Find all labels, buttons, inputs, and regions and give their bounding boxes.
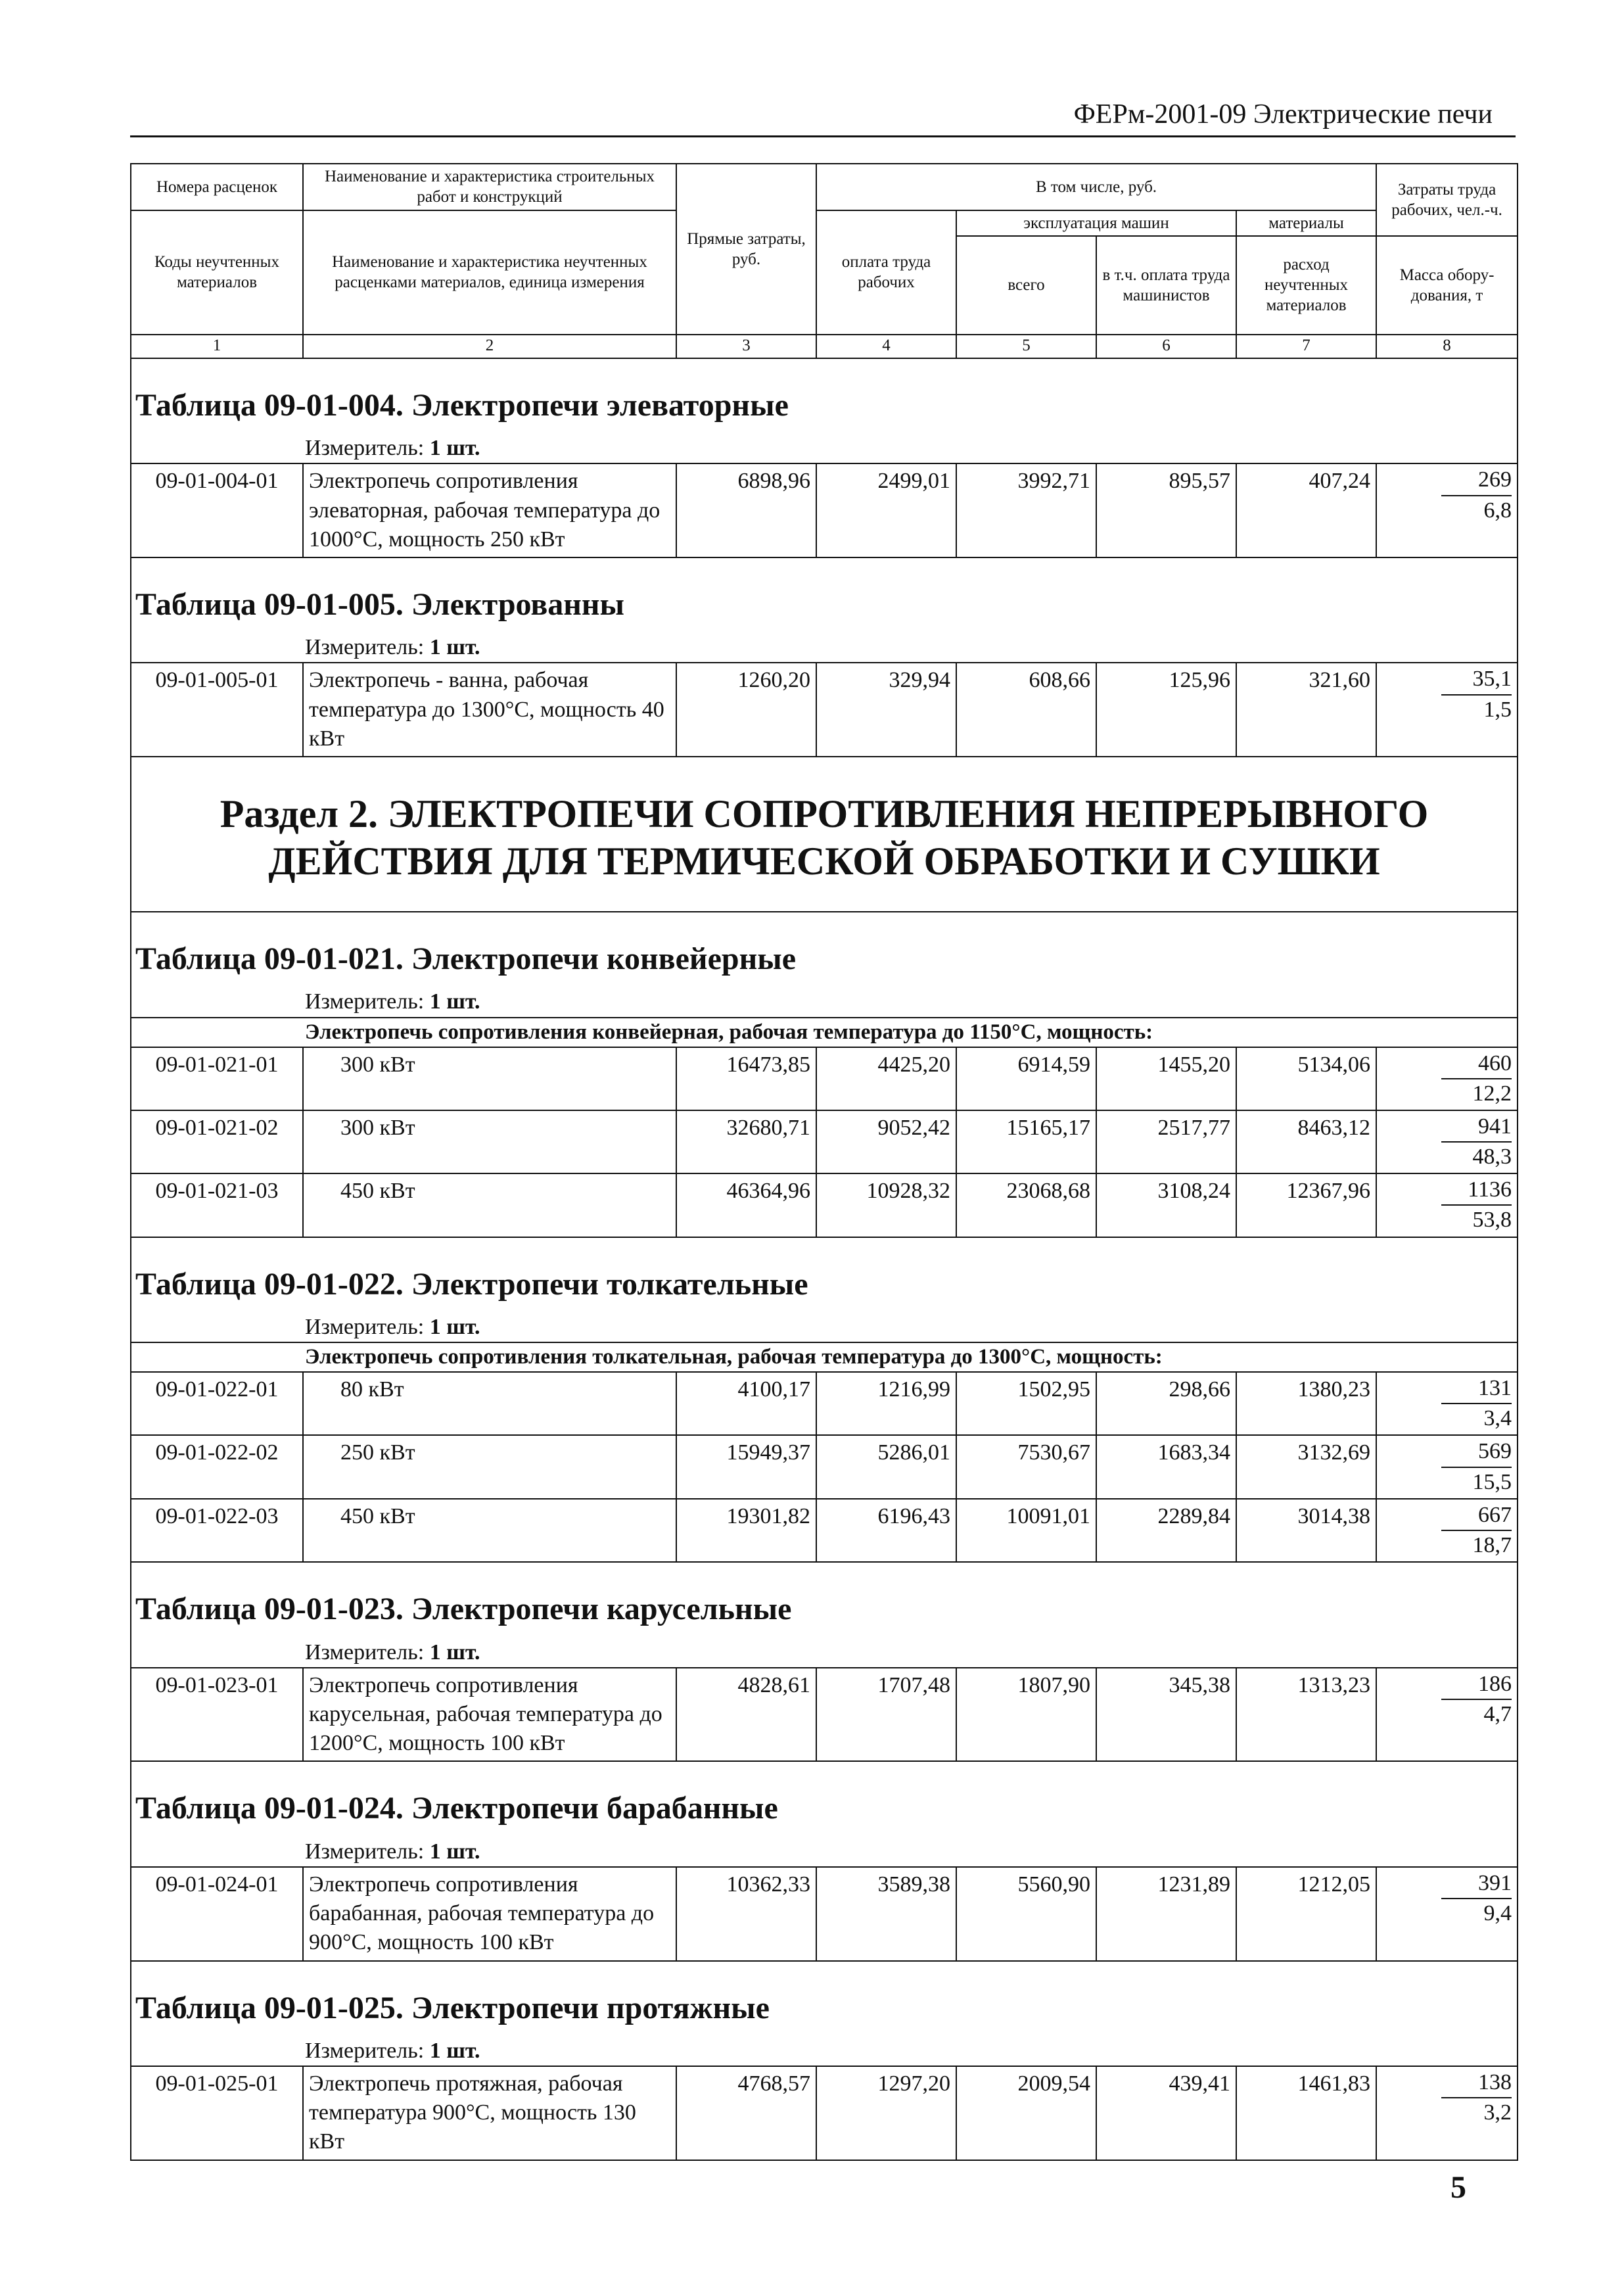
measure-line: [131, 983, 1518, 1017]
table-title: Таблица 09-01-024. Электропечи барабанные: [131, 1761, 1518, 1833]
rates-table: [130, 163, 1518, 2161]
labor-hours: 269: [1441, 465, 1512, 496]
cost-materials: 1380,23: [1236, 1372, 1376, 1435]
cost-direct: 6898,96: [676, 463, 816, 557]
section-heading: Раздел 2. ЭЛЕКТРОПЕЧИ СОПРОТИВЛЕНИЯ НЕПРЕРЫВНОГО ДЕЙСТВИЯ ДЛЯ ТЕРМИЧЕСКОЙ ОБРАБОТКИ И СУШКИ: [131, 757, 1518, 912]
col-number: 1: [131, 335, 303, 358]
equipment-mass: 6,8: [1483, 498, 1512, 523]
measure-label: Измеритель:: [305, 989, 425, 1014]
col6-header: в т.ч. оплата труда машинистов: [1096, 236, 1236, 335]
col-number: 6: [1096, 335, 1236, 358]
cost-direct: 4828,61: [676, 1668, 816, 1762]
equipment-mass: 9,4: [1483, 1901, 1512, 1926]
cost-direct: 19301,82: [676, 1499, 816, 1562]
col-number: 4: [816, 335, 956, 358]
rate-code: 09-01-021-02: [131, 1110, 303, 1173]
cost-direct: 15949,37: [676, 1435, 816, 1498]
table-title: Таблица 09-01-022. Электропечи толкательные: [131, 1237, 1518, 1309]
work-name: Электропечь сопротивления карусельная, рабочая температура до 1200°С, мощность 100 кВт: [303, 1668, 676, 1762]
cost-materials: 1212,05: [1236, 1867, 1376, 1961]
work-name: 450 кВт: [303, 1173, 676, 1237]
materials-header: материалы: [1236, 210, 1376, 236]
labor-hours: 569: [1441, 1437, 1512, 1467]
labor-hours: 35,1: [1441, 665, 1512, 695]
col-number: 7: [1236, 335, 1376, 358]
cost-materials: 5134,06: [1236, 1047, 1376, 1110]
work-name: Электропечь сопротивления элеваторная, рабочая температура до 1000°С, мощность 250 кВт: [303, 463, 676, 557]
col-number: 5: [956, 335, 1096, 358]
rate-code: 09-01-022-02: [131, 1435, 303, 1498]
table-row: [131, 1867, 1518, 1961]
table-row: [131, 1173, 1518, 1237]
cost-materials: 407,24: [1236, 463, 1376, 557]
table-row: [131, 1499, 1518, 1562]
measure-value: 1 шт.: [429, 1315, 480, 1340]
labor-and-mass: [1376, 2066, 1518, 2160]
cost-labor: 9052,42: [816, 1110, 956, 1173]
cost-labor: 6196,43: [816, 1499, 956, 1562]
group-header: В том числе, руб.: [816, 164, 1376, 210]
cost-mach-labor: 345,38: [1096, 1668, 1236, 1762]
cost-direct: 16473,85: [676, 1047, 816, 1110]
work-name: Электропечь протяжная, рабочая температура 900°С, мощность 130 кВт: [303, 2066, 676, 2160]
rate-code: 09-01-005-01: [131, 663, 303, 757]
cost-labor: 4425,20: [816, 1047, 956, 1110]
col8-top-header: Затраты труда рабочих, чел.-ч.: [1376, 164, 1518, 236]
cost-labor: 10928,32: [816, 1173, 956, 1237]
labor-hours: 391: [1441, 1869, 1512, 1899]
equipment-mass: 1,5: [1483, 697, 1512, 722]
table-row: [131, 1668, 1518, 1762]
rate-code: 09-01-025-01: [131, 2066, 303, 2160]
cost-mach-labor: 3108,24: [1096, 1173, 1236, 1237]
cost-materials: 1461,83: [1236, 2066, 1376, 2160]
table-subheading: Электропечь сопротивления толкательная, рабочая температура до 1300°С, мощность:: [131, 1342, 1518, 1372]
work-name: Электропечь - ванна, рабочая температура до 1300°С, мощность 40 кВт: [303, 663, 676, 757]
equipment-mass: 53,8: [1472, 1208, 1512, 1233]
page-number: 5: [1450, 2170, 1466, 2205]
labor-hours: 1136: [1441, 1175, 1512, 1206]
cost-mach-total: 15165,17: [956, 1110, 1096, 1173]
work-name: 250 кВт: [303, 1435, 676, 1498]
cost-mach-labor: 895,57: [1096, 463, 1236, 557]
work-name: 80 кВт: [303, 1372, 676, 1435]
measure-label: Измеритель:: [305, 436, 425, 461]
cost-materials: 3132,69: [1236, 1435, 1376, 1498]
cost-direct: 1260,20: [676, 663, 816, 757]
equipment-mass: 18,7: [1472, 1533, 1512, 1558]
table-row: [131, 2066, 1518, 2160]
cost-mach-total: 7530,67: [956, 1435, 1096, 1498]
col5-header: всего: [956, 236, 1096, 335]
measure-line: [131, 1833, 1518, 1867]
cost-mach-labor: 125,96: [1096, 663, 1236, 757]
cost-mach-total: 3992,71: [956, 463, 1096, 557]
rate-code: 09-01-024-01: [131, 1867, 303, 1961]
work-name: 300 кВт: [303, 1047, 676, 1110]
labor-and-mass: [1376, 1668, 1518, 1762]
work-name: Электропечь сопротивления барабанная, рабочая температура до 900°С, мощность 100 кВт: [303, 1867, 676, 1961]
cost-direct: 4768,57: [676, 2066, 816, 2160]
cost-mach-total: 6914,59: [956, 1047, 1096, 1110]
work-name: 450 кВт: [303, 1499, 676, 1562]
rate-code: 09-01-022-03: [131, 1499, 303, 1562]
cost-mach-labor: 1231,89: [1096, 1867, 1236, 1961]
labor-and-mass: [1376, 663, 1518, 757]
measure-line: [131, 2033, 1518, 2066]
cost-labor: 1216,99: [816, 1372, 956, 1435]
labor-hours: 941: [1441, 1112, 1512, 1143]
labor-hours: 138: [1441, 2068, 1512, 2098]
measure-label: Измеритель:: [305, 635, 425, 660]
cost-labor: 2499,01: [816, 463, 956, 557]
cost-labor: 329,94: [816, 663, 956, 757]
col8-bottom-header: Масса обору-дования, т: [1376, 236, 1518, 335]
cost-direct: 32680,71: [676, 1110, 816, 1173]
labor-hours: 131: [1441, 1374, 1512, 1404]
cost-mach-labor: 439,41: [1096, 2066, 1236, 2160]
cost-mach-total: 1807,90: [956, 1668, 1096, 1762]
measure-line: [131, 1634, 1518, 1668]
col1-top-header: Номера расценок: [131, 164, 303, 210]
measure-value: 1 шт.: [429, 635, 480, 660]
cost-materials: 1313,23: [1236, 1668, 1376, 1762]
table-row: [131, 1047, 1518, 1110]
cost-mach-labor: 298,66: [1096, 1372, 1236, 1435]
cost-mach-total: 10091,01: [956, 1499, 1096, 1562]
cost-mach-total: 2009,54: [956, 2066, 1096, 2160]
table-row: [131, 1435, 1518, 1498]
table-title: Таблица 09-01-023. Электропечи карусельные: [131, 1562, 1518, 1634]
labor-and-mass: [1376, 1867, 1518, 1961]
labor-and-mass: [1376, 1173, 1518, 1237]
rate-code: 09-01-021-03: [131, 1173, 303, 1237]
col2-bottom-header: Наименование и характеристика неучтенных расценками материалов, единица измерения: [303, 210, 676, 335]
labor-and-mass: [1376, 1372, 1518, 1435]
equipment-mass: 15,5: [1472, 1469, 1512, 1494]
table-title: Таблица 09-01-004. Электропечи элеваторные: [131, 358, 1518, 430]
col-number: 2: [303, 335, 676, 358]
cost-labor: 1297,20: [816, 2066, 956, 2160]
cost-mach-total: 608,66: [956, 663, 1096, 757]
table-row: [131, 663, 1518, 757]
rate-code: 09-01-023-01: [131, 1668, 303, 1762]
labor-and-mass: [1376, 1110, 1518, 1173]
measure-value: 1 шт.: [429, 1839, 480, 1864]
labor-and-mass: [1376, 1047, 1518, 1110]
running-header: ФЕРм-2001-09 Электрические печи: [1073, 99, 1493, 130]
table-row: [131, 1372, 1518, 1435]
measure-value: 1 шт.: [429, 989, 480, 1014]
col7-header: расход неучтенных материалов: [1236, 236, 1376, 335]
cost-mach-total: 1502,95: [956, 1372, 1096, 1435]
cost-direct: 46364,96: [676, 1173, 816, 1237]
labor-hours: 460: [1441, 1049, 1512, 1079]
labor-hours: 186: [1441, 1670, 1512, 1700]
col-number: 8: [1376, 335, 1518, 358]
rate-code: 09-01-022-01: [131, 1372, 303, 1435]
col-number: 3: [676, 335, 816, 358]
equipment-mass: 48,3: [1472, 1145, 1512, 1169]
measure-label: Измеритель:: [305, 1315, 425, 1340]
cost-mach-labor: 1683,34: [1096, 1435, 1236, 1498]
measure-line: [131, 629, 1518, 663]
cost-materials: 3014,38: [1236, 1499, 1376, 1562]
cost-mach-labor: 2289,84: [1096, 1499, 1236, 1562]
cost-mach-labor: 1455,20: [1096, 1047, 1236, 1110]
labor-and-mass: [1376, 1435, 1518, 1498]
machines-header: эксплуатация машин: [956, 210, 1236, 236]
cost-direct: 4100,17: [676, 1372, 816, 1435]
col4-header: оплата труда рабочих: [816, 210, 956, 335]
header-rule: [130, 135, 1516, 137]
cost-materials: 12367,96: [1236, 1173, 1376, 1237]
cost-labor: 3589,38: [816, 1867, 956, 1961]
measure-value: 1 шт.: [429, 2038, 480, 2063]
measure-label: Измеритель:: [305, 1640, 425, 1665]
measure-line: [131, 430, 1518, 463]
rate-code: 09-01-004-01: [131, 463, 303, 557]
measure-label: Измеритель:: [305, 2038, 425, 2063]
rate-code: 09-01-021-01: [131, 1047, 303, 1110]
cost-labor: 5286,01: [816, 1435, 956, 1498]
col3-header: Прямые затраты, руб.: [676, 164, 816, 335]
labor-and-mass: [1376, 463, 1518, 557]
col1-bottom-header: Коды неучтенных материалов: [131, 210, 303, 335]
cost-labor: 1707,48: [816, 1668, 956, 1762]
cost-direct: 10362,33: [676, 1867, 816, 1961]
equipment-mass: 12,2: [1472, 1081, 1512, 1106]
cost-materials: 8463,12: [1236, 1110, 1376, 1173]
measure-line: [131, 1309, 1518, 1342]
table-row: [131, 1110, 1518, 1173]
labor-hours: 667: [1441, 1501, 1512, 1531]
cost-mach-total: 23068,68: [956, 1173, 1096, 1237]
cost-mach-labor: 2517,77: [1096, 1110, 1236, 1173]
table-title: Таблица 09-01-025. Электропечи протяжные: [131, 1961, 1518, 2033]
measure-value: 1 шт.: [429, 436, 480, 461]
cost-materials: 321,60: [1236, 663, 1376, 757]
table-title: Таблица 09-01-021. Электропечи конвейерные: [131, 912, 1518, 983]
equipment-mass: 3,4: [1483, 1406, 1512, 1431]
col2-top-header: Наименование и характеристика строительных работ и конструкций: [303, 164, 676, 210]
cost-mach-total: 5560,90: [956, 1867, 1096, 1961]
labor-and-mass: [1376, 1499, 1518, 1562]
equipment-mass: 3,2: [1483, 2100, 1512, 2125]
table-subheading: Электропечь сопротивления конвейерная, рабочая температура до 1150°С, мощность:: [131, 1018, 1518, 1047]
measure-label: Измеритель:: [305, 1839, 425, 1864]
measure-value: 1 шт.: [429, 1640, 480, 1665]
table-title: Таблица 09-01-005. Электрованны: [131, 557, 1518, 629]
table-row: [131, 463, 1518, 557]
work-name: 300 кВт: [303, 1110, 676, 1173]
equipment-mass: 4,7: [1483, 1701, 1512, 1726]
